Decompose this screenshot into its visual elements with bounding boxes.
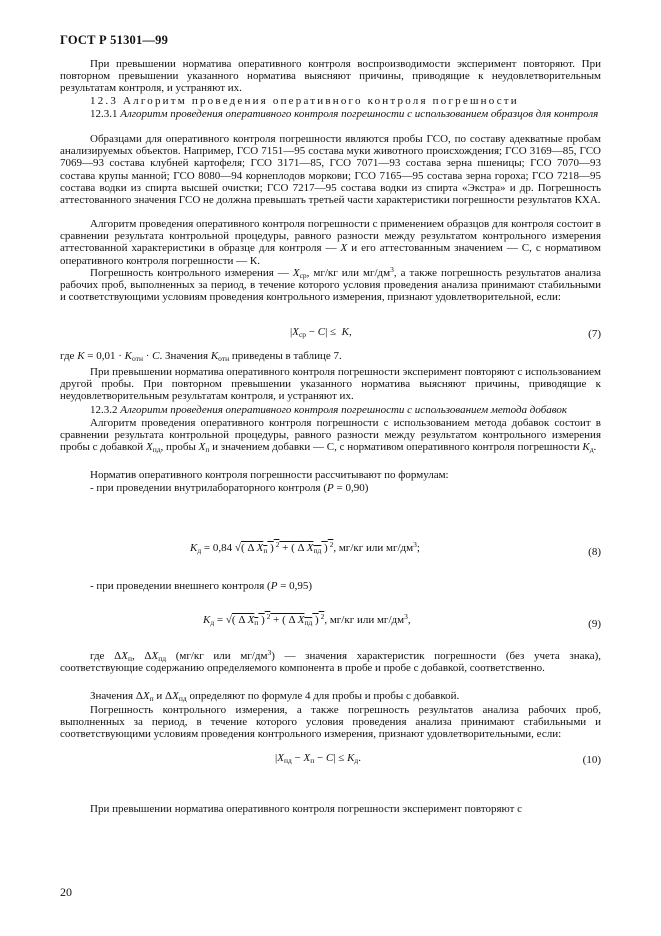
standard-header: ГОСТ Р 51301—99	[60, 33, 169, 47]
formula-10: $|X_{пд} - X_п - C| \le K_д$.	[275, 752, 361, 765]
formula-8: $K_д = 0,84$ √( Δ $X_п$ ) $^2$ + ( Δ $X_{пд}$ ) $^2$, мг/кг или $мг/дм^3$;	[190, 540, 420, 555]
formula-9-number: (9)	[588, 618, 601, 630]
paragraph-k-definition: где $K = 0,01 \cdot K_{отн} \cdot C$. Значения $K_{отн}$ приведены в таблице 7.	[60, 350, 342, 363]
formula-10-number: (10)	[582, 754, 601, 766]
paragraph-delta-values: Значения $\Delta X_п$ и $\Delta X_{пд}$ определяют по формуле 4 для пробы и пробы с добавкой.	[90, 690, 460, 703]
paragraph-reproducibility-repeat: При превышении норматива оперативного контроля воспроизводимости эксперимент повторяют. При повторном превышении указанного норматива выясняют причины, приводящие к неудовлетворительным результатам контроля, и устраняют их.	[60, 58, 601, 95]
paragraph-algorithm-samples: Алгоритм проведения оперативного контроля погрешности с применением образцов для контроля состоит в сравнении результата контрольной процедуры, равного разности между результатом контрольного измерения аттестованной характеристики в образце для контроля — X и его аттестованным значением — С, с нормативом оперативного контроля погрешности — К.	[60, 218, 602, 267]
paragraph-error-repeat: При превышении норматива оперативного контроля погрешности эксперимент повторяют с использованием другой пробы. При повторном превышении указанного норматива выясняют причины, приводящие к неудовлетворительным результатам контроля, и устраняют их.	[60, 366, 601, 403]
formula-8-number: (8)	[588, 546, 601, 558]
paragraph-satisfactory-conditions: Погрешность контрольного измерения, а также погрешность результатов анализа рабочих проб, выполненных за период, в течение которого условия проведения анализа принимают стабильными и соответствующими условиям проведения контрольного измерения, признают удовлетворительными, если:	[60, 704, 601, 741]
formula-9: $K_д$ = √( Δ $X_п$ ) $^2$ + ( Δ $X_{пд}$ ) $^2$, мг/кг или $мг/дм^3$,	[203, 612, 411, 627]
paragraph-gso-samples: Образцами для оперативного контроля погрешности являются пробы ГСО, по составу адекватные пробам анализируемых объектов. Например, ГСО 7151—95 состава муки животного происхождения; ГСО 3169—85, ГСО 7069—93 состава клубней картофеля; ГСО 3171—85, ГСО 7071—93 состава зерна пшеницы; ГСО 7070—93 состава крупы манной; ГСО 8080—94 корнеплодов моркови; ГСО 7165—95 состава зерна гороха; ГСО 7218—95 состава водки из спирта высшей очистки; ГСО 7217—95 состава водки из спирта «Экстра» и др. Погрешность аттестованного значения ГСО не должна превышать третьей части характеристики погрешности результатов КХА.	[60, 133, 601, 207]
section-12-3-1-heading: 12.3.1 Алгоритм проведения оперативного контроля погрешности с использованием образцов для контроля	[90, 108, 599, 120]
section-12-3-2-heading: 12.3.2 Алгоритм проведения оперативного контроля погрешности с использованием метода добавок	[90, 404, 568, 416]
paragraph-delta-definition: где $\Delta X_п$, $\Delta X_{пд}$ (мг/кг или $мг/дм^3$) — значения характеристик погрешности (без учета знака), соответствующие содержанию определяемого компонента в пробе и пробе с добавкой, соответственно.	[60, 648, 602, 675]
formula-7: $|X_{ср} - C| \le K$,	[290, 326, 352, 339]
paragraph-additive-method: Алгоритм проведения оперативного контроля погрешности с использованием метода добавок состоит в сравнении результата контрольной процедуры, равного разности между результатом контрольного измерения пробы с добавкой $X_{пд}$, пробы $X_п$ и значением добавки — С, с нормативом оперативного контроля погрешности $K_д$.	[60, 417, 601, 455]
paragraph-control-error: Погрешность контрольного измерения — $X_{ср}$, мг/кг или $мг/дм^3$, а также погрешность результатов анализа рабочих проб, выполненных за период, в течение которого условия проведения анализа принимают стабильными и соответствующими условиям проведения контрольного измерения, признают удовлетворительной, если:	[60, 265, 601, 304]
paragraph-final-repeat: При превышении норматива оперативного контроля погрешности эксперимент повторяют с	[90, 803, 523, 815]
formula-7-number: (7)	[588, 328, 601, 340]
section-12-3-heading: 12.3 Алгоритм проведения оперативного контроля погрешности	[90, 95, 519, 107]
page-number: 20	[60, 885, 72, 899]
paragraph-norm-formulas: Норматив оперативного контроля погрешности рассчитывают по формулам:	[90, 469, 449, 481]
list-item-external-control: - при проведении внешнего контроля (P = 0,95)	[90, 580, 313, 592]
list-item-internal-control: - при проведении внутрилабораторного контроля (P = 0,90)	[90, 482, 369, 494]
